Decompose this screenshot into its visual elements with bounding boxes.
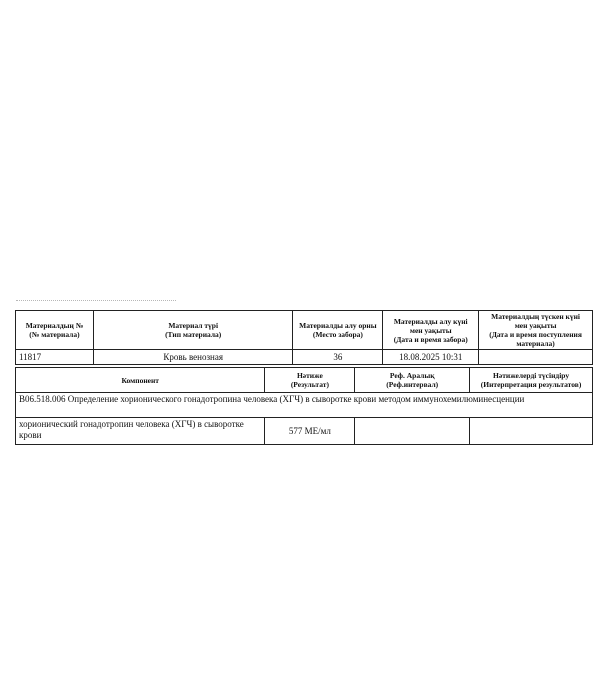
value-material-no: 11817	[16, 350, 94, 365]
result-value: 577 МЕ/мл	[265, 418, 355, 445]
sample-info-table	[15, 310, 593, 365]
header-collection-date: Материалды алу күні мен уақыты (Дата и время забора)	[383, 311, 479, 350]
value-collection-date: 18.08.2025 10:31	[383, 350, 479, 365]
value-material-type: Кровь венозная	[93, 350, 293, 365]
test-title: B06.518.006 Определение хорионического гонадотропина человека (ХГЧ) в сыворотке крови методом иммунохемилюминесценции	[16, 393, 593, 418]
sample-header-row	[16, 311, 593, 350]
header-interpretation: Нәтижелерді түсіндіру (Интерпретация результатов)	[470, 368, 593, 393]
value-collection-place: 36	[293, 350, 383, 365]
results-table	[15, 367, 593, 445]
torn-edge-line	[16, 300, 176, 304]
result-component: хорионический гонадотропин человека (ХГЧ) в сыворотке крови	[16, 418, 265, 445]
sample-value-row	[16, 350, 593, 365]
result-row	[16, 418, 593, 445]
header-material-no: Материалдың № (№ материала)	[16, 311, 94, 350]
header-result: Нәтиже (Результат)	[265, 368, 355, 393]
result-ref-interval	[355, 418, 470, 445]
result-interpretation	[470, 418, 593, 445]
header-material-type: Материал түрі (Тип материала)	[93, 311, 293, 350]
header-ref-interval: Реф. Аралық (Реф.интервал)	[355, 368, 470, 393]
value-receipt-date	[479, 350, 593, 365]
header-receipt-date: Материалдың түскен күні мен уақыты (Дата и время поступления материала)	[479, 311, 593, 350]
header-component: Компонент	[16, 368, 265, 393]
test-title-row	[16, 393, 593, 418]
header-collection-place: Материалды алу орны (Место забора)	[293, 311, 383, 350]
results-header-row	[16, 368, 593, 393]
